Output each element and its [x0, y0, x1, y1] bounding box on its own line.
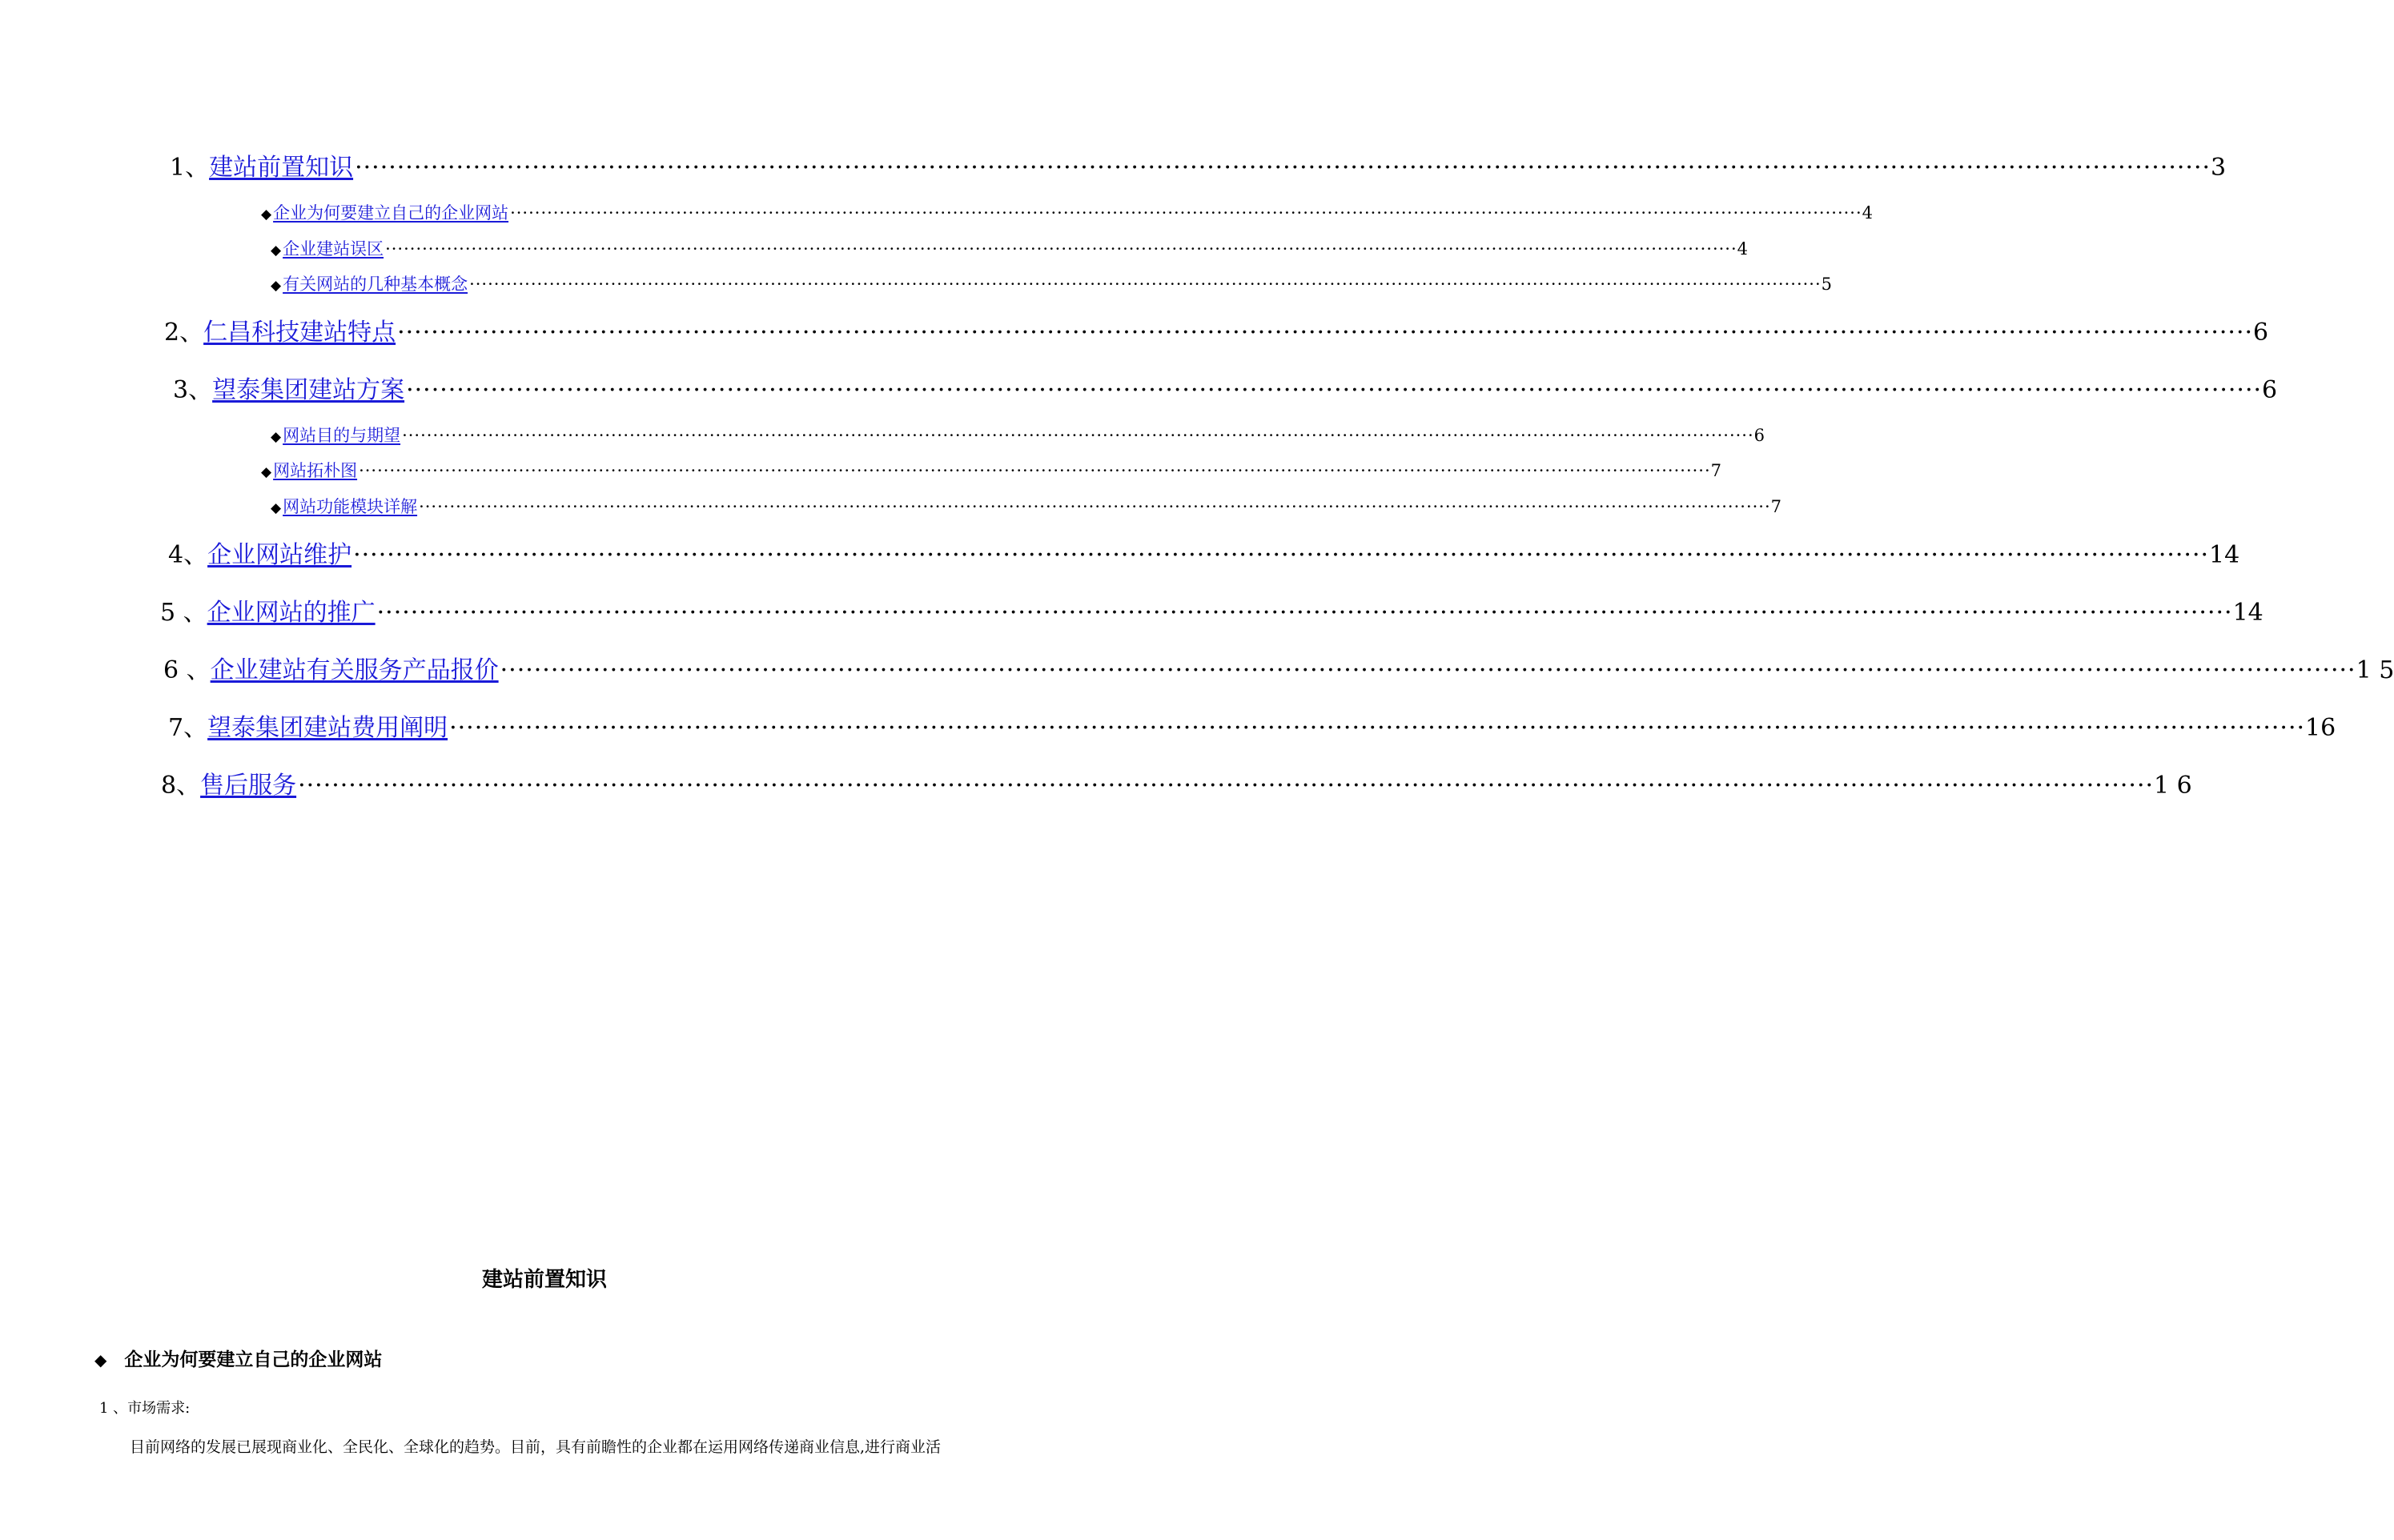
- diamond-bullet-icon: ◆: [261, 464, 272, 480]
- toc-link[interactable]: 企业网站的推广: [207, 599, 376, 627]
- toc-number: 7、: [168, 714, 208, 742]
- leader-dots: ····························································································································································································································: [355, 154, 2211, 182]
- toc-link[interactable]: 有关网站的几种基本概念: [283, 275, 468, 294]
- toc-link[interactable]: 望泰集团建站方案: [212, 376, 405, 404]
- section-heading: 建站前置知识: [481, 1268, 607, 1292]
- toc-link[interactable]: 望泰集团建站费用阐明: [207, 714, 448, 742]
- toc-link[interactable]: 企业网站维护: [207, 541, 352, 569]
- toc-entry[interactable]: [261, 200, 1874, 224]
- toc-entry[interactable]: [168, 708, 2336, 743]
- toc-page: 16: [2305, 714, 2336, 742]
- diamond-bullet-icon: ◆: [271, 243, 282, 259]
- body-paragraph: 目前网络的发展已展现商业化、全民化、全球化的趋势。目前，具有前瞻性的企业都在运用网络传递商业信息,进行商业活: [130, 1438, 942, 1456]
- toc-entry[interactable]: [271, 494, 1782, 518]
- leader-dots: ····························································································································································································································: [406, 376, 2263, 404]
- toc-link[interactable]: 企业为何要建立自己的企业网站: [273, 203, 509, 223]
- toc-number: 3、: [173, 376, 213, 404]
- diamond-bullet-icon: ◆: [271, 500, 282, 516]
- toc-entry[interactable]: [160, 592, 2263, 628]
- toc-link[interactable]: 仁昌科技建站特点: [203, 319, 396, 347]
- toc-link[interactable]: 企业建站误区: [283, 239, 384, 259]
- diamond-bullet-icon: ◆: [94, 1350, 107, 1370]
- toc-link[interactable]: 网站目的与期望: [283, 426, 401, 445]
- leader-dots: ····························································································································································································································: [510, 203, 1862, 223]
- leader-dots: ····························································································································································································································: [500, 656, 2356, 684]
- toc-link[interactable]: 企业建站有关服务产品报价: [210, 656, 499, 684]
- toc-entry[interactable]: [271, 271, 1833, 295]
- item-label: 1 、市场需求:: [99, 1400, 191, 1417]
- leader-dots: ····························································································································································································································: [353, 541, 2210, 569]
- leader-dots: ····························································································································································································································: [397, 319, 2254, 347]
- toc-number: 8、: [161, 772, 201, 800]
- toc-page: 5: [1821, 275, 1833, 294]
- diamond-bullet-icon: ◆: [271, 278, 282, 294]
- toc-number: 6 、: [163, 656, 211, 684]
- toc-entry[interactable]: [161, 765, 2192, 800]
- toc-page: 7: [1770, 497, 1782, 516]
- toc-entry[interactable]: [261, 458, 1722, 482]
- toc-number: 2、: [164, 319, 204, 347]
- leader-dots: ····························································································································································································································: [298, 772, 2155, 800]
- sub-heading-text: 企业为何要建立自己的企业网站: [124, 1349, 383, 1370]
- toc-entry[interactable]: [168, 535, 2240, 570]
- toc-page: 4: [1862, 203, 1874, 223]
- toc-page: 1 6: [2154, 772, 2192, 800]
- toc-entry[interactable]: [164, 312, 2269, 347]
- diamond-bullet-icon: ◆: [261, 207, 272, 223]
- leader-dots: ····························································································································································································································: [376, 599, 2233, 627]
- leader-dots: ····························································································································································································································: [385, 239, 1737, 259]
- toc-page: 14: [2232, 599, 2263, 627]
- toc-link[interactable]: 网站拓朴图: [273, 461, 358, 480]
- toc-entry[interactable]: [173, 370, 2278, 405]
- toc-entry[interactable]: [170, 147, 2227, 182]
- toc-number: 5 、: [160, 599, 207, 627]
- toc-page: 4: [1737, 239, 1749, 259]
- toc-entry[interactable]: [271, 236, 1749, 260]
- toc-number: 1、: [170, 154, 210, 182]
- toc-link[interactable]: 建站前置知识: [209, 154, 354, 182]
- leader-dots: ····························································································································································································································: [419, 497, 1771, 516]
- toc-page: 7: [1710, 461, 1722, 480]
- toc-page: 6: [1753, 426, 1765, 445]
- leader-dots: ····························································································································································································································: [449, 714, 2306, 742]
- sub-heading: [94, 1345, 382, 1371]
- leader-dots: ····························································································································································································································: [402, 426, 1754, 445]
- toc-entry[interactable]: [271, 423, 1765, 447]
- toc-entry[interactable]: [163, 650, 2394, 685]
- toc-page: 3: [2211, 154, 2227, 182]
- toc-link[interactable]: 售后服务: [200, 772, 297, 800]
- toc-page: 6: [2262, 376, 2278, 404]
- toc-page: 14: [2209, 541, 2240, 569]
- toc-page: 1 5: [2356, 656, 2394, 684]
- toc-page: 6: [2253, 319, 2269, 347]
- toc-link[interactable]: 网站功能模块详解: [283, 497, 418, 516]
- toc-number: 4、: [168, 541, 208, 569]
- leader-dots: ····························································································································································································································: [359, 461, 1711, 480]
- leader-dots: ····························································································································································································································: [469, 275, 1822, 294]
- diamond-bullet-icon: ◆: [271, 429, 282, 445]
